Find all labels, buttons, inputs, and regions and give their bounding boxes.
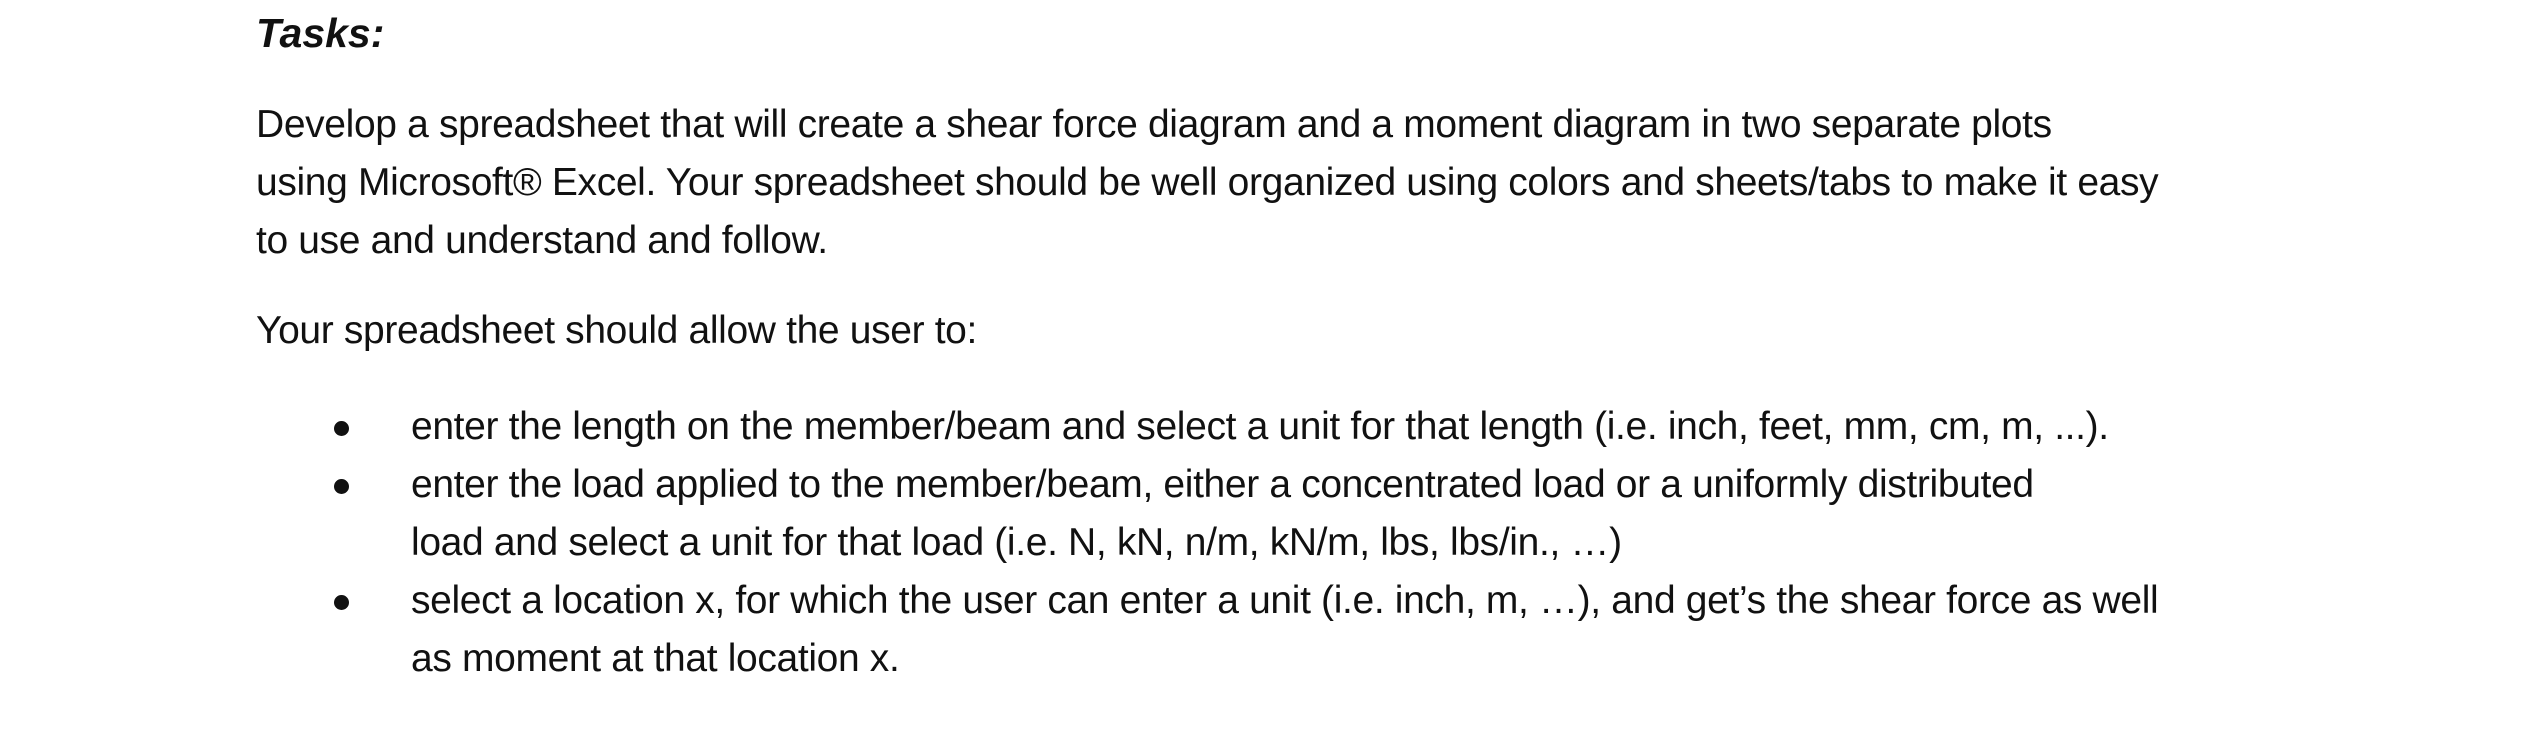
list-item [0,572,2158,688]
intro-paragraph [256,96,2158,270]
list-item-text [411,456,2158,572]
bullet-icon [334,595,349,610]
list-item-line: select a location x, for which the user can enter a unit (i.e. inch, m, …), and get’s the shear force as well [411,579,2159,622]
list-item-text [411,398,2158,456]
list-item-line: load and select a unit for that load (i.e. N, kN, n/m, kN/m, lbs, lbs/in., …) [411,521,1622,564]
list-item-line: as moment at that location x. [411,637,900,680]
intro-line-3: to use and understand and follow. [256,219,828,262]
list-item-line: enter the load applied to the member/beam, either a concentrated load or a uniformly distributed [411,463,2034,506]
intro-line-2: using Microsoft® Excel. Your spreadsheet should be well organized using colors and sheets/tabs to make it easy [256,161,2159,204]
list-item-text [411,572,2158,688]
list-item [0,398,2158,456]
list-item [0,456,2158,572]
intro-line-1: Develop a spreadsheet that will create a shear force diagram and a moment diagram in two separate plots [256,103,2052,146]
list-item-line: enter the length on the member/beam and select a unit for that length (i.e. inch, feet, mm, cm, m, ...). [411,405,2109,448]
requirements-list [0,398,2158,688]
requirements-intro: Your spreadsheet should allow the user to: [256,309,978,352]
bullet-icon [334,421,349,436]
tasks-heading: Tasks: [256,10,385,56]
bullet-icon [334,479,349,494]
